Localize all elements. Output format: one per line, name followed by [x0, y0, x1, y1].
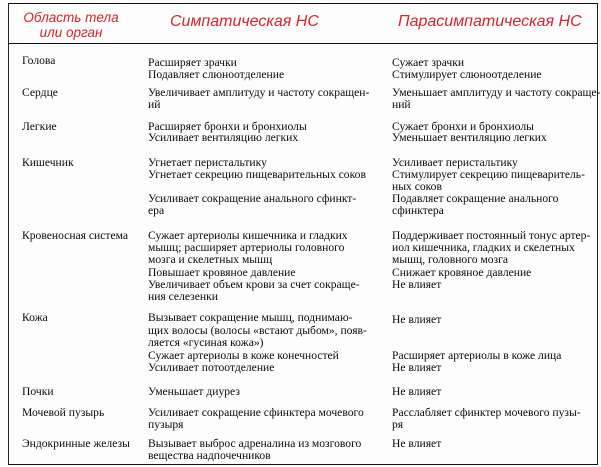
parasympathetic-effect: иол кишечника, гладких и скелетных [392, 241, 575, 254]
organ-label: Кожа [22, 311, 48, 324]
sympathetic-effect: Уменьшает диурез [148, 385, 240, 398]
sympathetic-effect: Угнетает перистальтику [148, 156, 267, 169]
organ-label: Кровеносная система [22, 229, 129, 242]
header-organ-line1: Область тела [23, 10, 119, 25]
sympathetic-effect: Повышает кровяное давление [148, 266, 296, 279]
sympathetic-effect: Расширяет бронхи и бронхиолы [148, 120, 307, 133]
sympathetic-effect: Усиливает сокращение сфинктера мочевого [148, 406, 364, 419]
parasympathetic-effect: Уменьшает амплитуду и частоту сокраще- [392, 86, 601, 99]
parasympathetic-effect: Расслабляет сфинктер мочевого пузы- [392, 406, 581, 419]
sympathetic-effect: ния селезенки [148, 290, 218, 303]
sympathetic-effect: вещества надпочечников [148, 449, 271, 462]
sympathetic-effect: пузыря [148, 418, 184, 431]
bottom-rule [8, 464, 598, 465]
sympathetic-effect: Усиливает сокращение анального сфинкт- [148, 192, 357, 205]
sympathetic-effect: мозга и скелетных мышц [148, 253, 273, 266]
parasympathetic-effect: Не влияет [392, 313, 442, 326]
sympathetic-effect: ляется «гусиная кожа») [148, 336, 264, 349]
parasympathetic-effect: Подавляет сокращение анального [392, 192, 559, 205]
sympathetic-effect: Увеличивает объем крови за счет сокраще- [148, 278, 360, 291]
header-rule [8, 43, 598, 44]
sympathetic-effect: Сужает артериолы кишечника и гладких [148, 229, 348, 242]
sympathetic-effect: Увеличивает амплитуду и частоту сокращен- [148, 86, 370, 99]
parasympathetic-effect: Расширяет артериолы в коже лица [392, 349, 562, 362]
parasympathetic-effect: ря [392, 418, 404, 431]
parasympathetic-effect: Не влияет [392, 278, 442, 291]
sympathetic-effect: Усиливает потоотделение [148, 361, 275, 374]
parasympathetic-effect: Не влияет [392, 385, 442, 398]
organ-label: Легкие [22, 120, 57, 133]
header-parasympathetic: Парасимпатическая НС [398, 13, 582, 30]
parasympathetic-effect: Поддерживает постоянный тонус артер- [392, 229, 591, 242]
sympathetic-effect: Расширяет зрачки [148, 56, 237, 69]
parasympathetic-effect: Снижает кровяное давление [392, 266, 532, 279]
header-organ-line2: или орган [39, 25, 103, 40]
parasympathetic-effect: Стимулирует секрецию пищеваритель- [392, 168, 585, 181]
left-border [8, 3, 9, 465]
organ-label: Голова [22, 54, 56, 67]
parasympathetic-effect: Уменьшает вентиляцию легких [392, 131, 547, 144]
sympathetic-effect: Усиливает вентиляцию легких [148, 131, 299, 144]
parasympathetic-effect: Не влияет [392, 361, 442, 374]
sympathetic-effect: Вызывает выброс адреналина из мозгового [148, 437, 362, 450]
parasympathetic-effect: Не влияет [392, 437, 442, 450]
sympathetic-effect: Угнетает секрецию пищеварительных соков [148, 168, 366, 181]
sympathetic-effect: ий [148, 98, 161, 111]
header-organ [12, 10, 130, 40]
parasympathetic-effect: Сужает зрачки [392, 56, 465, 69]
parasympathetic-effect: Усиливает перистальтику [392, 156, 518, 169]
right-border [597, 3, 598, 465]
parasympathetic-effect: сфинктера [392, 204, 444, 217]
header-sympathetic: Симпатическая НС [170, 13, 319, 30]
sympathetic-effect: мышц; расширяет артериолы головного [148, 241, 345, 254]
parasympathetic-effect: ний [392, 98, 411, 111]
organ-label: Почки [22, 385, 54, 398]
sympathetic-effect: ера [148, 204, 165, 217]
parasympathetic-effect: Стимулирует слюноотделение [392, 68, 542, 81]
top-rule [8, 3, 598, 4]
sympathetic-effect: щих волосы (волосы «встают дыбом», появ- [148, 324, 367, 337]
parasympathetic-effect: Сужает бронхи и бронхиолы [392, 120, 534, 133]
organ-label: Эндокринные железы [22, 437, 130, 450]
organ-label: Кишечник [22, 156, 74, 169]
sympathetic-effect: Подавляет слюноотделение [148, 68, 285, 81]
sympathetic-effect: Вызывает сокращение мышц, поднимаю- [148, 311, 353, 324]
organ-label: Сердце [22, 86, 58, 99]
parasympathetic-effect: ных соков [392, 180, 442, 193]
parasympathetic-effect: мышц, головного мозга [392, 253, 508, 266]
organ-label: Мочевой пузырь [22, 406, 105, 419]
sympathetic-effect: Сужает артериолы в коже конечностей [148, 349, 339, 362]
